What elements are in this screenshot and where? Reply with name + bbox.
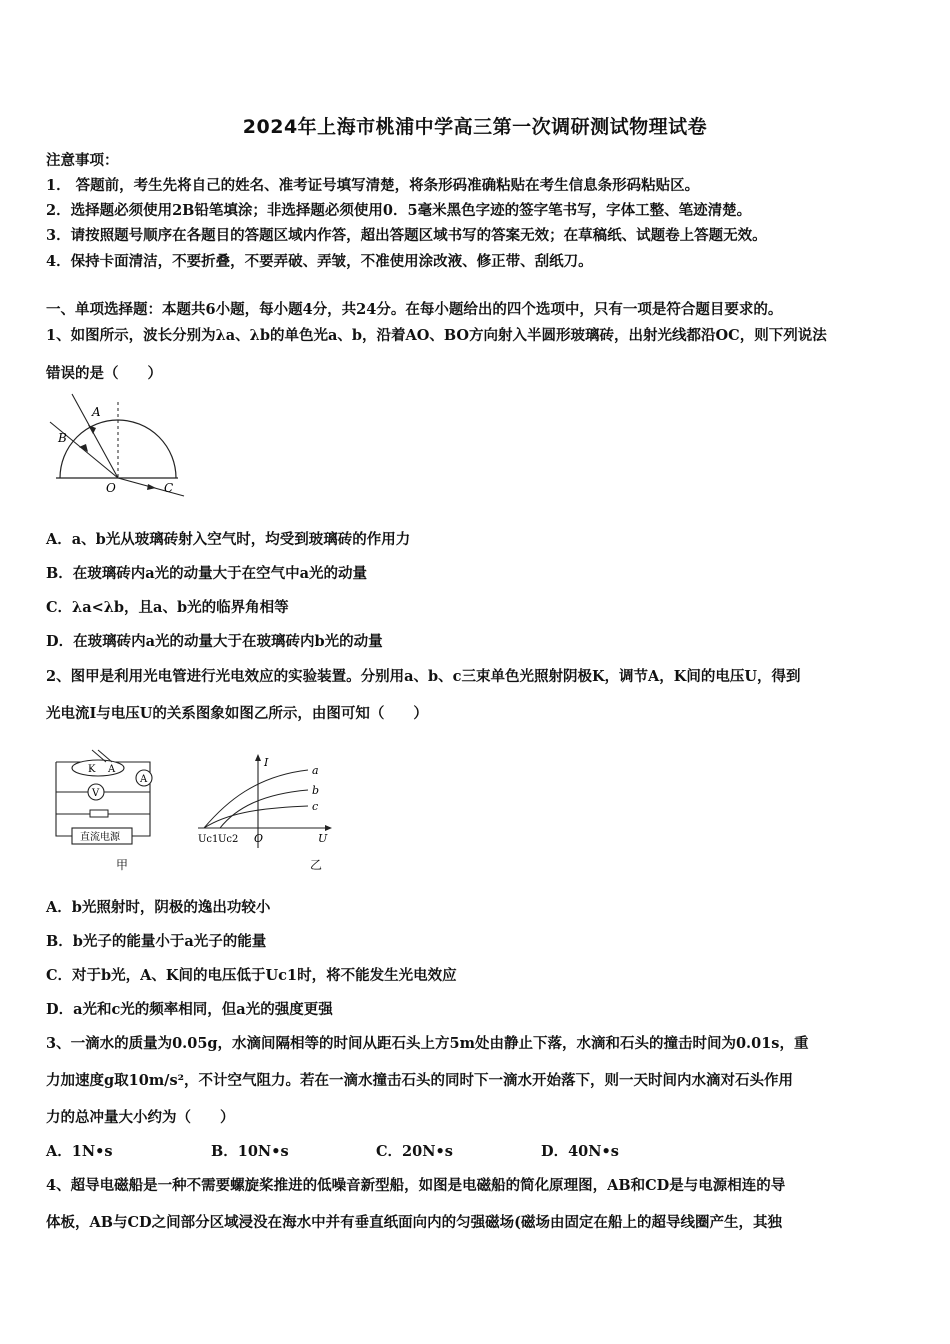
question-4-stem: 4、超导电磁船是一种不需要螺旋桨推进的低噪音新型船，如图是电磁船的简化原理图，AB和CD是与电源相连的导 (46, 1177, 786, 1194)
label-Uc1: Uc1 (198, 834, 219, 845)
label-O-origin: O (254, 832, 264, 845)
q1-option-b: B．在玻璃砖内a光的动量大于在空气中a光的动量 (46, 565, 368, 582)
question-2-stem: 2、图甲是利用光电管进行光电效应的实验装置。分别用a、b、c三束单色光照射阴极K，调节A，K间的电压U，得到 (46, 668, 801, 685)
label-I: I (264, 756, 269, 769)
curve-a (204, 770, 308, 828)
label-K: K (88, 764, 96, 775)
i-axis-arrow (255, 754, 261, 761)
q2-graph-svg (196, 752, 336, 852)
question-2-stem-cont: 光电流I与电压U的关系图象如图乙所示，由图可知（ ） (46, 705, 428, 722)
ammeter-label: A (140, 774, 148, 785)
q2-figure-circuit (50, 748, 160, 873)
notice-item: 3．请按照题号顺序在各题目的答题区域内作答，超出答题区域书写的答案无效；在草稿纸、试题卷上答题无效。 (46, 227, 767, 244)
question-4-stem-cont: 体板，AB与CD之间部分区域浸没在海水中并有垂直纸面向内的匀强磁场(磁场由固定在船上的超导线圈产生，其独 (46, 1214, 782, 1231)
q2-figure-iv-graph (196, 752, 336, 874)
question-3-stem-cont: 力加速度g取10m/s²，不计空气阻力。若在一滴水撞击石头的同时下一滴水开始落下，则一天时间内水滴对石头作用 (46, 1072, 793, 1089)
label-B: B (58, 431, 67, 445)
label-a: a (312, 764, 319, 777)
q1-figure-svg (44, 392, 194, 502)
question-3-stem-cont: 力的总冲量大小约为（ ） (46, 1109, 235, 1126)
notice-item: 4．保持卡面清洁，不要折叠，不要弄破、弄皱，不准使用涂改液、修正带、刮纸刀。 (46, 253, 593, 270)
voltmeter-label: V (92, 788, 100, 799)
q2-option-b: B．b光子的能量小于a光子的能量 (46, 933, 267, 950)
label-Uc2: Uc2 (218, 834, 239, 845)
q2-option-a: A．b光照射时，阴极的逸出功较小 (46, 899, 271, 916)
label-O: O (106, 481, 116, 495)
q2-option-c: C．对于b光，A、K间的电压低于Uc1时，将不能发生光电效应 (46, 967, 457, 984)
q3-option-a: A．1N•s (46, 1143, 113, 1160)
question-1-stem-cont: 错误的是（ ） (46, 365, 162, 382)
q3-option-d: D．40N•s (541, 1143, 619, 1160)
notice-item: 1． 答题前，考生先将自己的姓名、准考证号填写清楚，将条形码准确粘贴在考生信息条形码粘贴区。 (46, 177, 700, 194)
curve-c (204, 806, 308, 828)
notice-item: 2．选择题必须使用2B铅笔填涂；非选择题必须使用0．5毫米黑色字迹的签字笔书写，字体工整、笔迹清楚。 (46, 202, 752, 219)
page-title: 2024年上海市桃浦中学高三第一次调研测试物理试卷 (242, 116, 708, 138)
notice-heading: 注意事项： (46, 152, 119, 169)
q2-circuit-svg (50, 748, 160, 873)
q1-option-d: D．在玻璃砖内a光的动量大于在玻璃砖内b光的动量 (46, 633, 383, 650)
q3-options (46, 1142, 619, 1162)
q1-option-c: C．λa<λb，且a、b光的临界角相等 (46, 599, 289, 616)
q2-option-d: D．a光和c光的频率相同，但a光的强度更强 (46, 1001, 333, 1018)
dc-source-label: 直流电源 (80, 832, 120, 843)
q1-option-a: A．a、b光从玻璃砖射入空气时，均受到玻璃砖的作用力 (46, 531, 411, 548)
u-axis-arrow (325, 825, 332, 831)
rheostat (90, 810, 108, 817)
question-3-stem: 3、一滴水的质量为0.05g，水滴间隔相等的时间从距石头上方5m处由静止下落，水滴和石头的撞击时间为0.01s，重 (46, 1035, 809, 1052)
q1-figure-semicircle (44, 392, 194, 502)
label-A: A (92, 405, 101, 419)
q3-option-b: B．10N•s (211, 1143, 289, 1160)
label-C: C (164, 481, 174, 495)
figure-jia-caption: 甲 (116, 858, 129, 872)
label-b: b (312, 784, 320, 797)
q3-option-c: C．20N•s (376, 1143, 453, 1160)
question-1-stem: 1、如图所示，波长分别为λa、λb的单色光a、b，沿着AO、BO方向射入半圆形玻璃砖，出射光线都沿OC，则下列说法 (46, 327, 827, 344)
section-heading: 一、单项选择题：本题共6小题，每小题4分，共24分。在每小题给出的四个选项中，只有一项是符合题目要求的。 (46, 301, 783, 318)
phototube (72, 760, 124, 776)
label-U: U (318, 832, 328, 845)
label-A-electrode: A (108, 764, 116, 775)
arrow-c (147, 484, 156, 490)
figure-yi-caption: 乙 (310, 858, 323, 872)
arrow-b (79, 444, 88, 452)
label-c: c (312, 800, 319, 813)
